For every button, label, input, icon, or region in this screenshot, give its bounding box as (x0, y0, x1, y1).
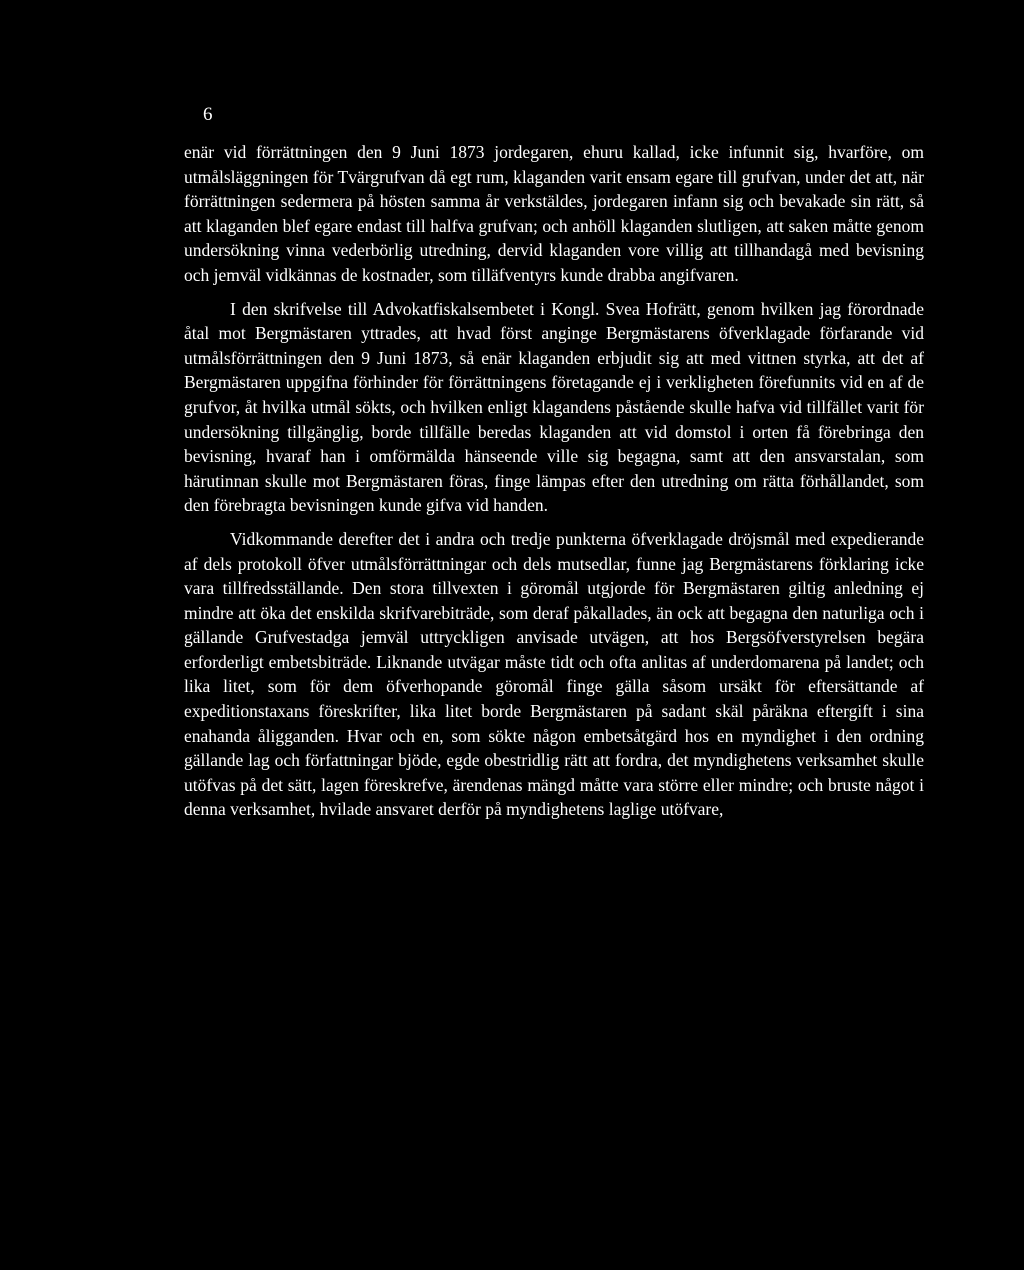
paragraph: I den skrifvelse till Advokatfiskalsembetet i Kongl. Svea Hofrätt, genom hvilken jag förordnade åtal mot Bergmästaren yttrades, att hvad först anginge Bergmästarens öfverklagade förfarande vid utmålsförrättningen den 9 Juni 1873, så enär klaganden erbjudit sig att med vittnen styrka, att det af Bergmästaren uppgifna förhinder för förrättningens företagande ej i verkligheten förefunnits vid en af de grufvor, åt hvilka utmål sökts, och hvilken enligt klagandens påstående skulle hafva vid tillfället varit för undersökning tillgänglig, borde tillfälle beredas klaganden att vid domstol i orten få förebringa den bevisning, hvaraf han i omförmälda hänseende ville sig begagna, samt att den ansvarstalan, som härutinnan skulle mot Bergmästaren föras, finge lämpas efter den utredning om rätta förhållandet, som den förebragta bevisningen kunde gifva vid handen. (184, 298, 924, 516)
paragraph: enär vid förrättningen den 9 Juni 1873 jordegaren, ehuru kallad, icke infunnit sig, hvarföre, om utmålsläggningen för Tvärgrufvan då egt rum, klaganden varit ensam egare till grufvan, under det att, när förrättningen sedermera på hösten samma år verkstäldes, jordegaren infann sig och bevakade sin rätt, så att klaganden blef egare endast till halfva grufvan; och anhöll klaganden slutligen, att saken måtte genom undersökning vinna vederbörlig utredning, dervid klaganden vore villig att tillhandagå med bevisning och jemväl vidkännas de kostnader, som tilläfventyrs kunde drabba angifvaren. (184, 142, 924, 285)
paragraph: Vidkommande derefter det i andra och tredje punkterna öfverklagade dröjsmål med expedierande af dels protokoll öfver utmålsförrättningar och dels mutsedlar, funne jag Bergmästarens förklaring icke vara tillfredsställande. Den stora tillvexten i göromål utgjorde för Bergmästaren giltig anledning ej mindre att öka det enskilda skrifvarebiträde, som deraf påkallades, än ock att begagna den naturliga och i gällande Grufvestadga jemväl uttryckligen anvisade utvägen, att hos Bergsöfverstyrelsen begära erforderligt embetsbiträde. Liknande utvägar måste tidt och ofta anlitas af underdomarena på landet; och lika litet, som för dem öfverhopande göromål finge gälla såsom ursäkt för eftersättande af expeditionstaxans föreskrifter, lika litet borde Bergmästaren på sadant skäl påräkna eftergift i sina enahanda åligganden. Hvar och en, som sökte någon embetsåtgärd hos en myndighet i den ordning gällande lag och författningar bjöde, egde obestridlig rätt att fordra, det myndighetens verksamhet skulle utöfvas på det sätt, lagen föreskrefve, ärendenas mängd måtte vara större eller mindre; och bruste något i denna verksamhet, hvilade ansvaret derför på myndighetens laglige utöfvare, (184, 528, 924, 820)
page-number: 6 (203, 104, 213, 125)
body-text (184, 140, 924, 831)
